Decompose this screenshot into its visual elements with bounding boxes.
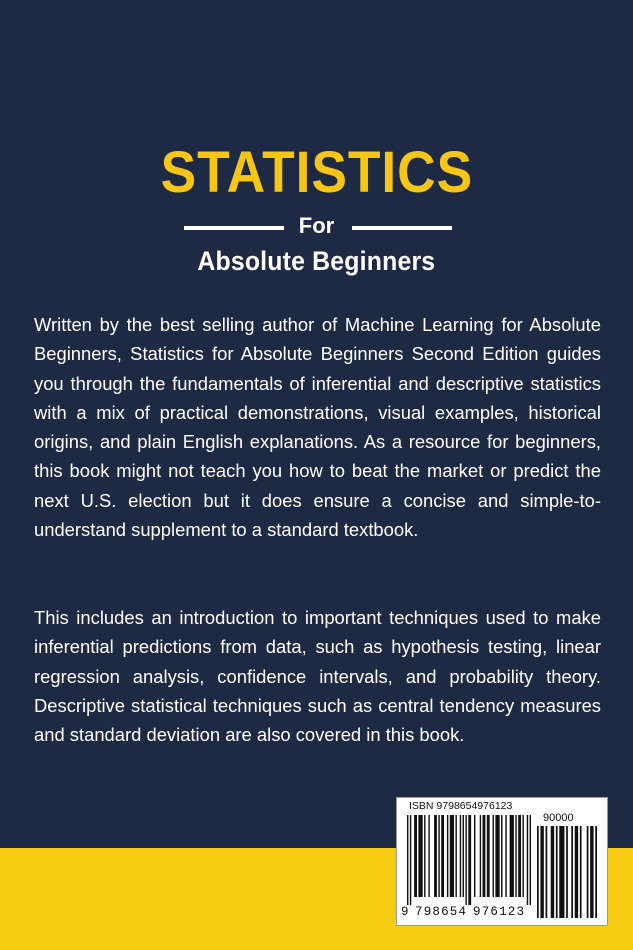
- barcode-bar: [510, 815, 514, 897]
- barcode-bar: [468, 815, 471, 905]
- barcode-bars: [407, 815, 531, 905]
- barcode-bar: [556, 826, 558, 918]
- barcode-bar: [546, 826, 548, 918]
- title-block: [0, 140, 633, 277]
- title-rule-left: [184, 226, 284, 230]
- barcode-bar: [551, 826, 554, 918]
- barcode-digits-right: 976123: [473, 905, 526, 919]
- for-row: [0, 212, 633, 240]
- barcode-bar: [571, 826, 573, 918]
- isbn-label: ISBN 9798654976123: [409, 800, 513, 812]
- barcode-bar: [559, 826, 564, 918]
- barcode-bar: [537, 826, 539, 918]
- barcode-bar: [460, 815, 461, 897]
- barcode-bar: [418, 815, 422, 897]
- barcode-bar: [410, 815, 411, 905]
- description-paragraph-2: This includes an introduction to important techniques used to make inferential predictions from data, such as hypothesis testing, linear regression analysis, confidence intervals, and probability theory. Descriptive statistical techniques such as central tendency measures and standard deviation are also covered in this book.: [34, 607, 601, 746]
- barcode-bar: [587, 826, 589, 918]
- barcode-bar: [493, 815, 494, 897]
- barcode-bar: [590, 826, 593, 918]
- barcode-addon-bars: [537, 826, 597, 918]
- barcode-bar: [434, 815, 437, 897]
- barcode-bar: [455, 815, 456, 897]
- barcode-bar: [487, 815, 490, 897]
- barcode-bar: [505, 815, 506, 897]
- barcode-bar: [450, 815, 454, 897]
- barcode-bar: [414, 815, 417, 897]
- barcode-bar: [424, 815, 425, 897]
- barcode-bar: [501, 815, 502, 897]
- barcode-bar: [465, 815, 466, 905]
- barcode-bar: [407, 815, 408, 905]
- barcode-bar: [595, 826, 597, 918]
- barcode-bar: [575, 826, 578, 918]
- barcode-bar: [522, 815, 523, 897]
- barcode-bar: [483, 815, 486, 897]
- barcode-bar: [495, 815, 499, 897]
- barcode-bar: [463, 815, 464, 897]
- barcode-bar: [480, 815, 481, 897]
- book-subtitle: Absolute Beginners: [197, 246, 436, 276]
- price-code: 90000: [543, 812, 574, 824]
- barcode-digit-first: 9: [401, 905, 409, 919]
- barcode-bar: [518, 815, 521, 897]
- barcode-bar: [447, 815, 448, 897]
- barcode-bar: [438, 815, 439, 897]
- barcode-bar: [540, 826, 543, 918]
- barcode-bar: [515, 815, 516, 897]
- for-label: For: [298, 213, 335, 238]
- barcode-bar: [566, 826, 568, 918]
- barcode-bar: [580, 826, 582, 918]
- barcode-bar: [530, 815, 531, 905]
- barcode-bar: [441, 815, 444, 897]
- barcode-bar: [474, 815, 475, 897]
- barcode-digits-left: 798654: [415, 905, 468, 919]
- barcode-bar: [527, 815, 528, 905]
- barcode-box: [396, 797, 608, 926]
- barcode-bar: [428, 815, 429, 897]
- description-paragraph-1: Written by the best selling author of Machine Learning for Absolute Beginners, Statistics for Absolute Beginners Second Edition guides you through the fundamentals of inferential and descriptive statistics with a mix of practical demonstrations, visual examples, historical origins, and plain English explanations. As a resource for beginners, this book might not teach you how to beat the market or predict the next U.S. election but it does ensure a concise and simple-to-understand supplement to a standard textbook.: [34, 314, 601, 541]
- book-title: STATISTICS: [160, 140, 473, 205]
- title-rule-right: [352, 226, 452, 230]
